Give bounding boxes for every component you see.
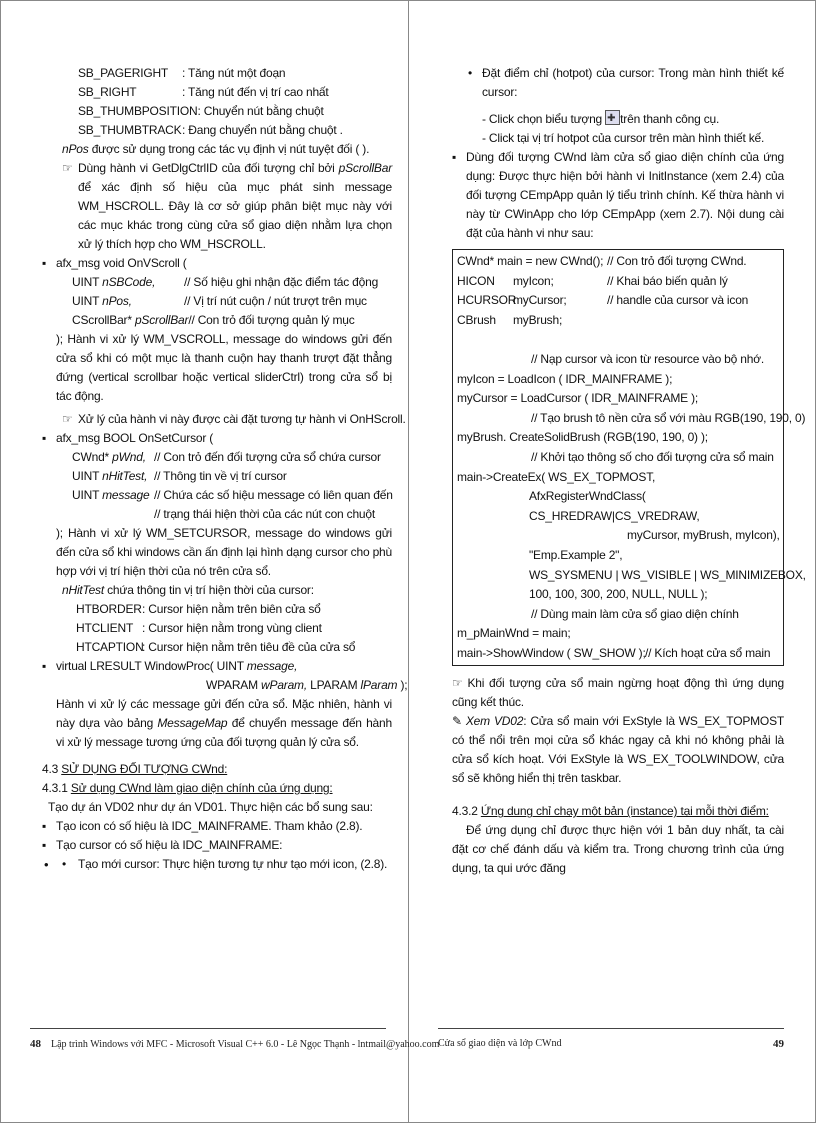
code-comment: // Dùng main làm cửa sổ giao diện chính <box>531 606 739 621</box>
pointing-hand-icon: ☞ <box>62 161 73 175</box>
sb-desc: : Chuyển nút bằng chuột <box>197 104 324 118</box>
list-item: ▪ Tạo cursor có số hiệu là IDC_MAINFRAME: <box>56 836 392 855</box>
param-name: pScrollBar <box>134 313 189 327</box>
section-number: 4.3.2 <box>452 804 481 819</box>
code-line: myIcon = LoadIcon ( IDR_MAINFRAME ); <box>457 371 673 386</box>
note-main-window <box>452 674 784 712</box>
ht-desc: : Cursor hiện nằm trên tiêu đề của cửa sổ <box>142 640 356 654</box>
code-block <box>452 249 806 666</box>
cwnd-text: Dùng đối tượng CWnd làm cửa sổ giao diện chính của ứng dụng: Được thực hiện bởi hành vi InitInstance (xem 2.4) của đối tượng CEmpApp quản lý tiểu trình chính. Kế thừa hành vi này từ CWinApp cho lớp CEmpApp (xem 2.7). Nội dung cài đặt của hành vi như sau: <box>466 150 784 240</box>
note-pad-icon: ✎ <box>452 714 466 729</box>
param-row <box>56 292 392 311</box>
hotspot-text: Đặt điểm chỉ (hotpot) của cursor: Trong màn hình thiết kế cursor: <box>482 66 784 99</box>
sig-text: virtual LRESULT WindowProc( UINT <box>56 659 247 673</box>
code-line: "Emp.Example 2", <box>529 547 623 562</box>
code-line: myCursor, myBrush, myIcon), <box>627 528 780 543</box>
param-row <box>56 467 392 486</box>
param-type: UINT <box>72 488 103 502</box>
param-row <box>56 486 392 505</box>
code-line: myCursor = LoadCursor ( IDR_MAINFRAME ); <box>457 391 699 406</box>
param-row <box>56 273 392 292</box>
sig-param: lParam <box>360 678 398 692</box>
left-footer <box>30 1038 439 1050</box>
desc-text: Hành vi xử lý các message gửi đến cửa sổ. Mặc nhiên, hành vi này dựa vào bảng <box>56 697 392 730</box>
windowproc-signature <box>56 657 392 676</box>
param-name: nHitTest, <box>102 469 148 483</box>
bullet-dot: • • <box>62 857 67 871</box>
bullet-square: ▪ <box>452 150 457 164</box>
right-footer-rule <box>438 1028 784 1029</box>
right-footer <box>438 1038 784 1049</box>
param-name: nSBCode, <box>102 275 156 289</box>
desc-term: MessageMap <box>157 716 228 730</box>
section-4-3-1-heading <box>42 779 392 798</box>
sb-desc: : Đang chuyển nút bằng chuột . <box>182 123 343 137</box>
section-4-3-2-heading <box>452 802 784 821</box>
param-type: UINT <box>72 294 103 308</box>
ht-row <box>56 638 392 657</box>
code-comment: // Tạo brush tô nền cửa sổ với màu RGB(190, 190, 0) <box>531 410 806 425</box>
hittest-text: chứa thông tin vị trí hiện thời của cursor: <box>103 583 314 597</box>
footer-text: Cửa sổ giao diện và lớp CWnd <box>438 1038 562 1049</box>
code-line <box>457 272 779 292</box>
sb-row <box>56 64 392 83</box>
ht-name: HTCLIENT <box>76 621 134 635</box>
onsetcursor-signature <box>56 429 392 448</box>
code-line <box>457 252 779 272</box>
sig-text: ); <box>397 678 408 692</box>
windowproc-description <box>56 695 392 752</box>
param-type: UINT <box>72 469 103 483</box>
sb-name: SB_THUMBPOSITION <box>78 104 198 118</box>
sb-row <box>56 121 392 140</box>
code-comment: // Khai báo biến quản lý <box>607 273 728 288</box>
param-name: pWnd, <box>112 450 146 464</box>
code-comment: // Khởi tạo thông số cho đối tượng cửa sổ main <box>531 449 774 464</box>
sig-param: wParam, <box>261 678 307 692</box>
section-number: 4.3.1 <box>42 781 71 795</box>
note-text: Khi đối tượng cửa sổ main ngừng hoạt động thì ứng dụng cũng kết thúc. <box>452 676 784 710</box>
code-comment: // handle của cursor và icon <box>607 293 749 308</box>
npos-line <box>56 140 392 159</box>
section-title: Sử dụng CWnd làm giao diện chính của ứng dụng: <box>70 781 333 795</box>
param-comment: // Thông tin về vị trí cursor <box>154 469 287 483</box>
code-comment: // Kích hoạt cửa sổ main <box>645 645 771 660</box>
hotspot-tool-icon <box>605 110 620 125</box>
param-comment: // Con trỏ đến đối tượng cửa sổ chứa cursor <box>154 450 381 464</box>
cwnd-description <box>452 148 784 243</box>
code-text: main->ShowWindow ( SW_SHOW ); <box>457 645 646 660</box>
param-name: nPos, <box>102 294 132 308</box>
sig-text: WPARAM <box>206 678 262 692</box>
note-text: Xử lý của hành vi này được cài đặt tương tự hành vi OnHScroll. <box>78 412 406 426</box>
code-text: myBrush; <box>513 312 563 327</box>
instance-paragraph: Để ứng dụng chỉ được thực hiện với 1 bản duy nhất, ta cài đặt cơ chế đánh dấu và kiểm tra. Trong chương trình của ứng dụng, ta qui ước đăng <box>452 823 784 876</box>
list-item-sub <box>56 855 392 874</box>
page-number: 48 <box>30 1038 41 1050</box>
sig-param: message, <box>246 659 298 673</box>
param-row <box>56 448 392 467</box>
list-text: Tạo mới cursor: Thực hiện tương tự như tạo mới icon, (2.8). <box>78 857 388 871</box>
pointing-hand-icon: ☞ <box>62 412 73 426</box>
param-type: CScrollBar* <box>72 313 135 327</box>
note-param: pScrollBar <box>338 161 392 175</box>
note-vd02 <box>452 712 784 788</box>
left-footer-rule <box>30 1028 386 1029</box>
sb-desc: : Tăng nút một đoạn <box>182 66 286 80</box>
hittest-name: nHitTest <box>62 583 104 597</box>
section-title: Ứng dụng chỉ chạy một bản (instance) tại mỗi thời điểm: <box>480 804 769 819</box>
ht-row <box>56 619 392 638</box>
section-title: SỬ DỤNG ĐỐI TƯỢNG CWnd: <box>61 762 228 776</box>
code-text: myIcon; <box>513 273 554 288</box>
right-page <box>452 64 806 878</box>
param-row <box>56 311 392 330</box>
desc-text: để chuyển message đến hành vi xử lý message tương ứng của đối tượng quản lý cửa sổ. <box>56 716 392 749</box>
code-comment: // Nạp cursor và icon từ resource vào bộ nhớ. <box>531 351 765 366</box>
code-text: CBrush <box>457 312 496 327</box>
page-divider <box>408 0 409 1123</box>
code-line: main->CreateEx( WS_EX_TOPMOST, <box>457 469 656 484</box>
sb-desc: : Tăng nút đến vị trí cao nhất <box>182 85 329 99</box>
note-getdlgctrlid <box>56 159 392 254</box>
code-comment: // Con trỏ đối tượng CWnd. <box>607 254 747 268</box>
sb-row <box>56 83 392 102</box>
code-line: WS_SYSMENU | WS_VISIBLE | WS_MINIMIZEBOX, <box>529 567 806 582</box>
code-line: m_pMainWnd = main; <box>457 626 571 641</box>
ht-row <box>56 600 392 619</box>
code-line: CS_HREDRAW|CS_VREDRAW, <box>529 508 700 523</box>
onsetcursor-description: ); Hành vi xử lý WM_SETCURSOR, message do windows gửi đến cửa sổ khi windows cần ấn định lại hình dạng cursor cho phù hợp với vị trí hiện thời của nó trên cửa sổ. <box>56 526 392 578</box>
hittest-line <box>56 581 392 600</box>
note-ref: Xem VD02 <box>465 714 524 729</box>
code-line <box>457 291 779 311</box>
click-step: - Click tại vị trí hotpot của cursor trên màn hình thiết kế. <box>482 131 765 145</box>
sig-text: afx_msg void OnVScroll ( <box>56 256 187 270</box>
code-text: HICON <box>457 273 495 288</box>
step-text: trên thanh công cụ. <box>620 112 720 126</box>
ht-name: HTBORDER <box>76 602 142 616</box>
sb-name: SB_PAGERIGHT <box>78 66 169 80</box>
project-instruction: Tạo dự án VD02 như dự án VD01. Thực hiện các bổ sung sau: <box>48 800 373 814</box>
bullet-dot: • <box>468 66 473 80</box>
param-comment: // Chứa các số hiệu message có liên quan đến <box>154 488 393 502</box>
code-line: 100, 100, 300, 200, NULL, NULL ); <box>529 587 708 602</box>
code-line: AfxRegisterWndClass( <box>529 489 646 504</box>
code-line <box>457 311 779 331</box>
param-type: CWnd* <box>72 450 113 464</box>
ht-desc: : Cursor hiện nằm trong vùng client <box>142 621 322 635</box>
param-name: message <box>102 488 150 502</box>
onvscroll-signature <box>56 254 392 273</box>
sb-row <box>56 102 392 121</box>
list-item: ▪ Tạo icon có số hiệu là IDC_MAINFRAME. Tham khảo (2.8). <box>56 817 392 836</box>
ht-name: HTCAPTION <box>76 640 144 654</box>
param-comment: // Số hiệu ghi nhận đặc điểm tác động <box>184 275 379 289</box>
param-comment: // Con trỏ đối tượng quản lý mục <box>188 313 355 327</box>
code-blank <box>457 330 779 350</box>
ht-desc: : Cursor hiện nằm trên biên cửa sổ <box>142 602 321 616</box>
npos-text: được sử dụng trong các tác vụ định vị nút tuyệt đối ( ). <box>88 142 370 156</box>
windowproc-signature-cont <box>56 676 408 695</box>
sb-name: SB_RIGHT <box>78 85 137 99</box>
npos-param: nPos <box>62 142 89 156</box>
param-comment-cont: // trạng thái hiện thời của các nút con chuột <box>154 507 376 521</box>
sig-text: afx_msg BOOL OnSetCursor ( <box>56 431 214 445</box>
code-line <box>457 644 779 664</box>
left-page <box>42 64 408 874</box>
pointing-hand-icon: ☞ <box>452 676 468 691</box>
step-text: - Click chọn biểu tượng <box>482 112 606 126</box>
section-number: 4.3 <box>42 762 62 776</box>
sig-text: LPARAM <box>307 678 361 692</box>
footer-text: Lập trình Windows với MFC - Microsoft Visual C++ 6.0 - Lê Ngọc Thạnh - lntmail@yahoo.com <box>51 1039 440 1050</box>
note-text: : Cửa sổ main với ExStyle là WS_EX_TOPMOST có thể nổi trên mọi cửa sổ khác ngay cả khi nó không phải là cửa sổ kích hoạt. Với ExStyle là WS_EX_TOOLWINDOW, cửa sổ sẽ không hiển thị trên taskbar. <box>452 714 784 786</box>
onvscroll-description: ); Hành vi xử lý WM_VSCROLL, message do windows gửi đến cửa sổ khi có một mục là thanh cuộn hay thanh trượt đặt thẳng đứng (vertical scrollbar hoặc vertical sliderCtrl) trong cửa sổ bị tác động. <box>56 332 392 403</box>
note-text: để xác định số hiệu của mục phát sinh message WM_HSCROLL. Đây là cơ sở giúp phân biệt mục này với các mục khác trong cùng cửa sổ giao diện nhằm lựa chọn xử lý thích hợp cho WM_HSCROLL. <box>78 180 392 251</box>
code-text: myCursor; <box>513 293 567 308</box>
page-number: 49 <box>773 1038 784 1050</box>
vscroll-note <box>56 410 406 429</box>
section-4-3-heading <box>42 760 392 779</box>
code-text: CWnd* main = new CWnd(); <box>457 254 604 268</box>
click-step <box>452 110 784 129</box>
code-text: HCURSOR <box>457 293 517 308</box>
sb-name: SB_THUMBTRACK <box>78 123 182 137</box>
param-comment: // Vị trí nút cuộn / nút trượt trên mục <box>184 294 367 308</box>
hotspot-item <box>452 64 784 102</box>
param-type: UINT <box>72 275 103 289</box>
code-line: myBrush. CreateSolidBrush (RGB(190, 190, 0) ); <box>457 430 708 445</box>
note-text: Dùng hành vi GetDlgCtrlID của đối tượng chỉ bởi <box>78 161 339 175</box>
